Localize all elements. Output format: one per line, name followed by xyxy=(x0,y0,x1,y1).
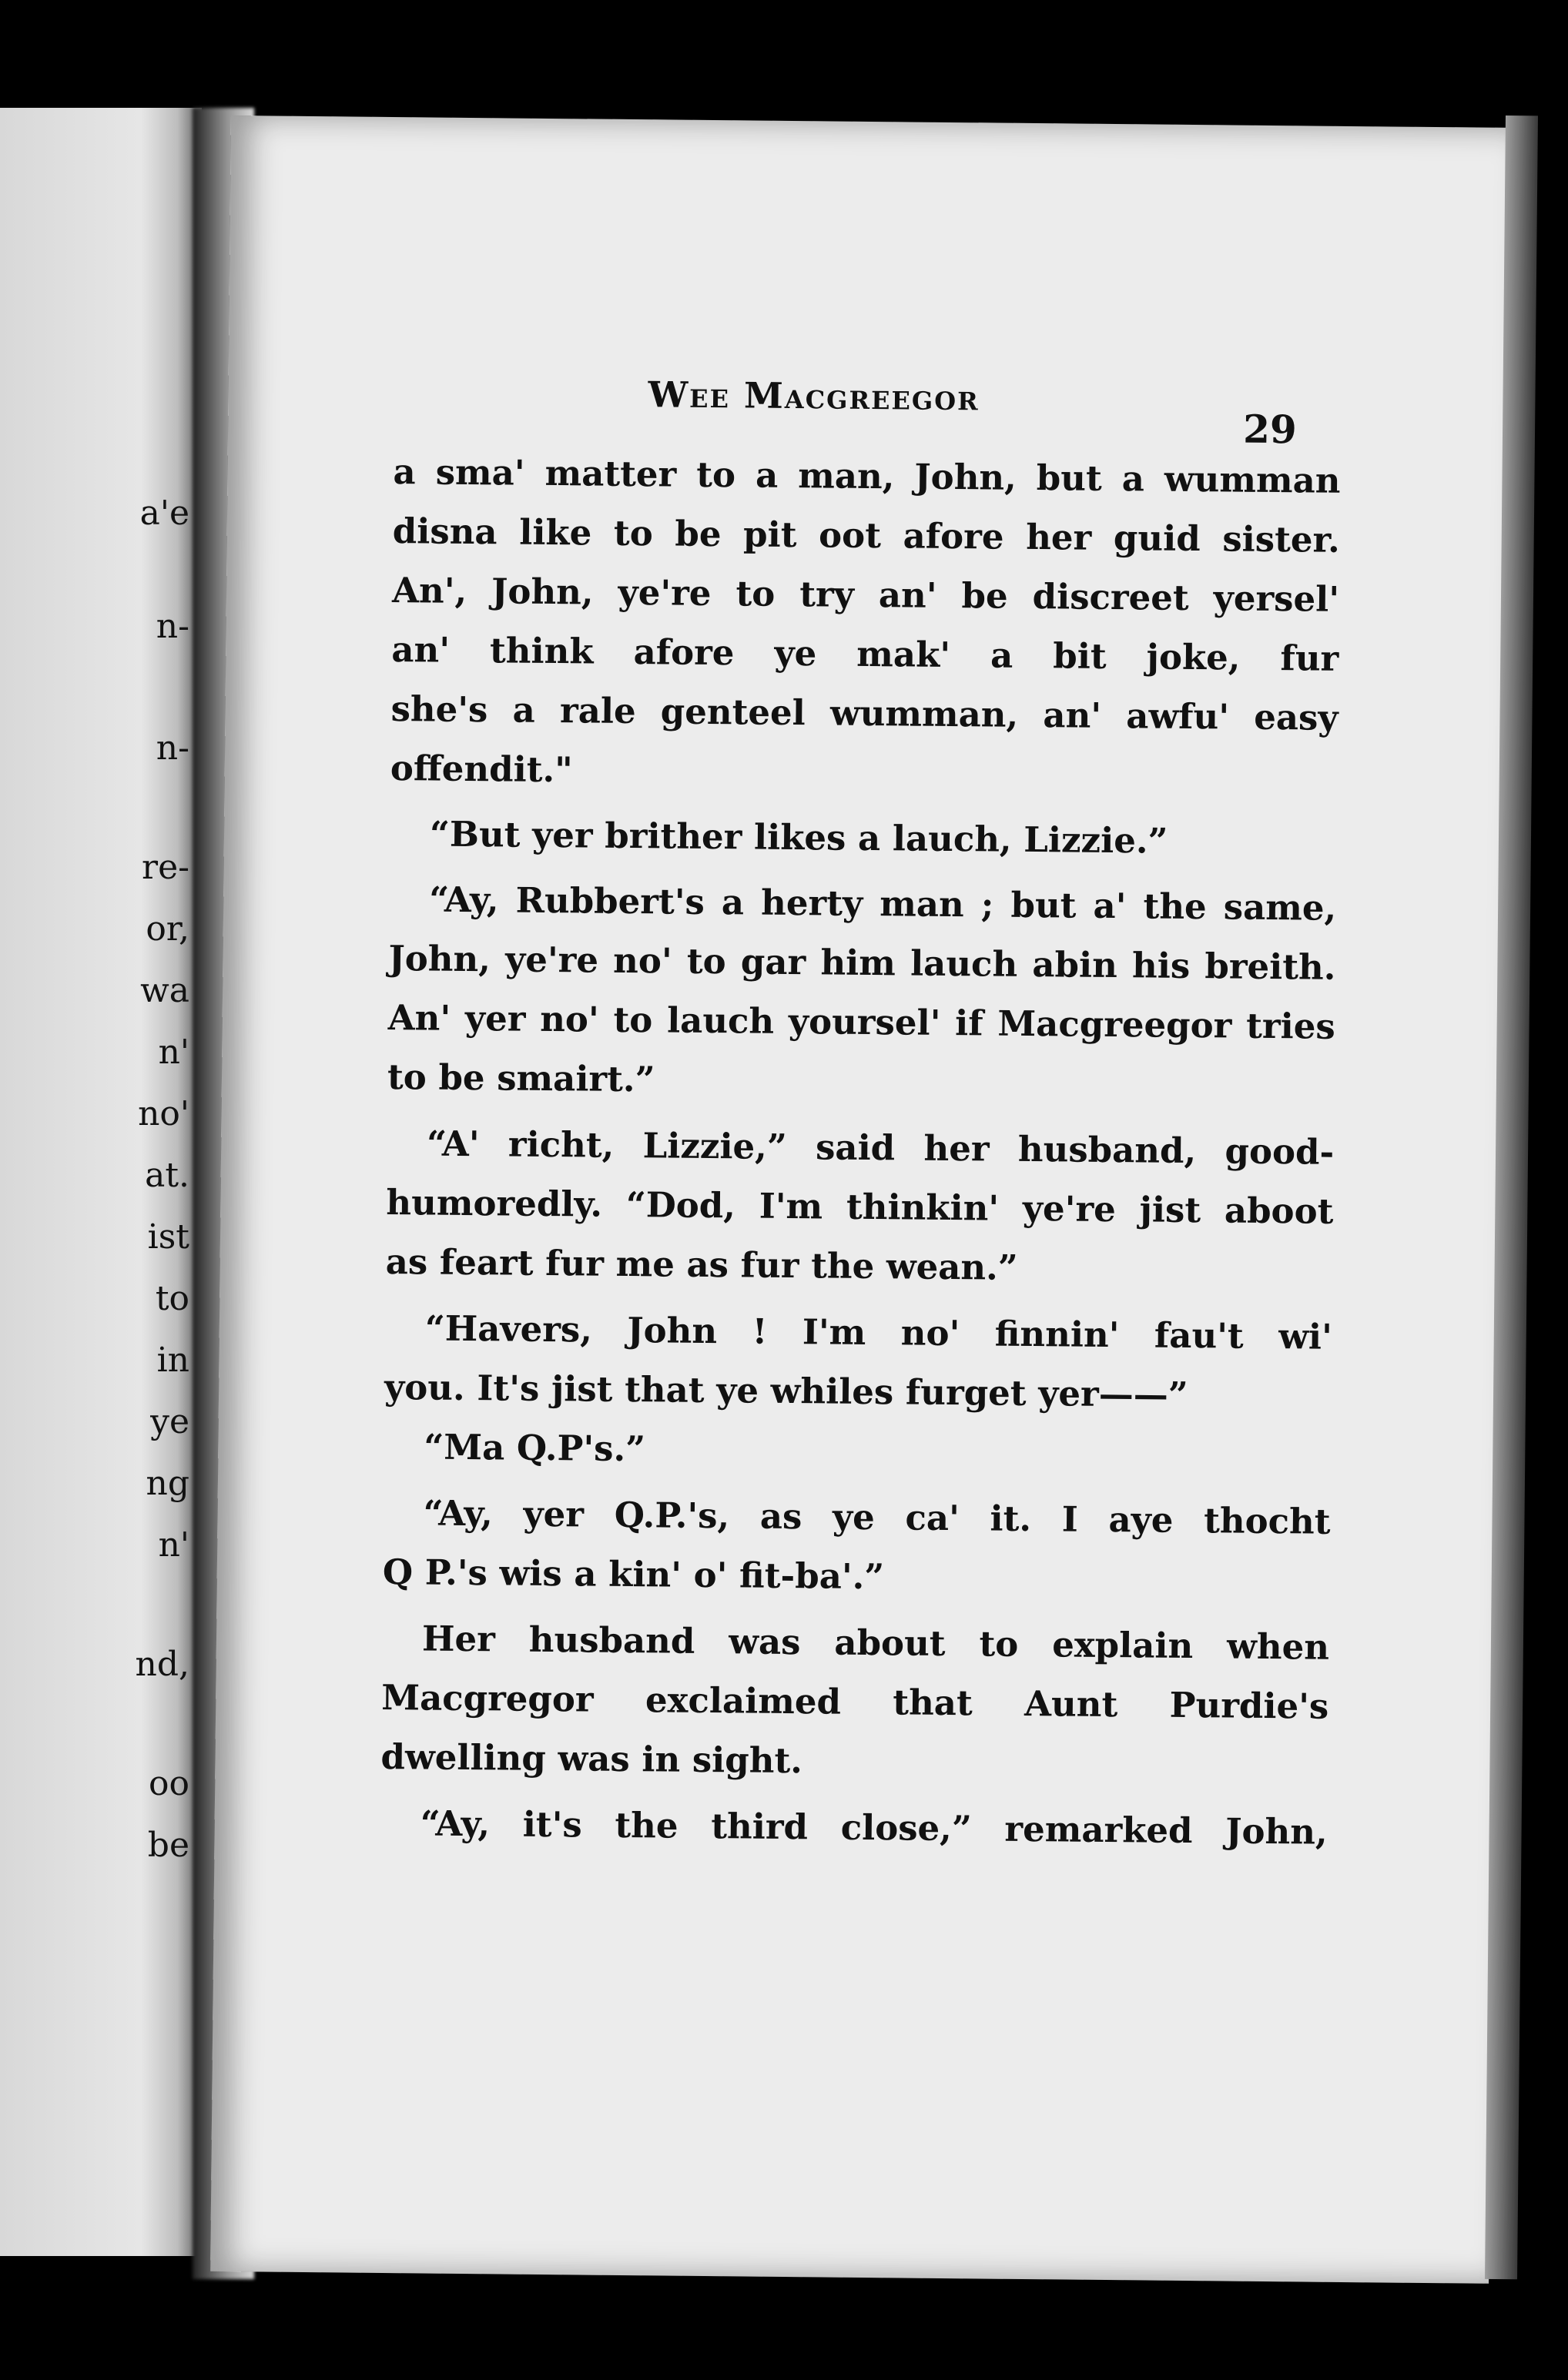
left-page-fragment: re- xyxy=(142,848,189,887)
left-page-fragment: no' xyxy=(138,1094,189,1133)
text-line: An', John, ye're to try an' be discreet yersel' xyxy=(391,570,1340,620)
left-page-fragment: n- xyxy=(156,728,189,768)
left-page-fragment: ist xyxy=(147,1217,189,1257)
left-page-fragment: n' xyxy=(158,1033,189,1072)
text-line: “A' richt, Lizzie,” said her husband, good- xyxy=(426,1123,1335,1173)
running-head: Wee Macgreegor xyxy=(648,373,980,419)
text-line: Q P.'s wis a kin' o' fit-ba'.” xyxy=(382,1551,885,1598)
previous-page-edge xyxy=(0,108,202,2256)
left-page-fragment: a'e xyxy=(139,494,189,533)
left-page-fragment: at. xyxy=(145,1156,189,1195)
text-line: humoredly. “Dod, I'm thinkin' ye're jist aboot xyxy=(386,1182,1334,1232)
left-page-fragment: wa xyxy=(140,971,189,1010)
text-line: she's a rale genteel wumman, an' awfu' easy xyxy=(390,688,1338,738)
text-line: Macgregor exclaimed that Aunt Purdie's xyxy=(381,1676,1329,1727)
text-line: An' yer no' to lauch yoursel' if Macgreegor tries xyxy=(387,997,1335,1047)
text-line: a sma' matter to a man, John, but a wumman xyxy=(393,451,1341,501)
text-line: offendit." xyxy=(390,748,573,791)
left-page-fragment: oo xyxy=(149,1764,189,1803)
text-line: “Ay, it's the third close,” remarked John, xyxy=(420,1803,1328,1853)
page-number: 29 xyxy=(1242,406,1298,453)
text-line: disna like to be pit oot afore her guid sister. xyxy=(392,510,1341,561)
text-line: “Havers, John ! I'm no' finnin' fau't wi' xyxy=(424,1307,1333,1357)
text-line: dwelling was in sight. xyxy=(380,1736,803,1782)
left-page-fragment: ng xyxy=(146,1464,189,1503)
text-line: as feart fur me as fur the wean.” xyxy=(385,1240,1018,1288)
book-page xyxy=(210,115,1509,2284)
left-page-fragment: be xyxy=(147,1826,189,1865)
left-page-fragment: ye xyxy=(150,1402,189,1441)
text-line: “But yer brither likes a lauch, Lizzie.” xyxy=(429,813,1168,862)
page-header xyxy=(231,115,1509,453)
left-page-fragment: in xyxy=(156,1341,189,1380)
text-line: “Ma Q.P's.” xyxy=(424,1426,646,1470)
text-line: to be smairt.” xyxy=(387,1056,655,1100)
text-line: you. It's jist that ye whiles furget yer——” xyxy=(384,1366,1188,1416)
left-page-fragment: to xyxy=(155,1279,189,1318)
text-line: Her husband was about to explain when xyxy=(421,1618,1330,1668)
text-line: “Ay, Rubbert's a herty man ; but a' the same, xyxy=(428,879,1337,929)
left-page-fragment: nd, xyxy=(135,1645,189,1684)
left-page-fragment: or, xyxy=(146,909,189,949)
text-line: “Ay, yer Q.P.'s, as ye ca' it. I aye thocht xyxy=(423,1492,1331,1542)
text-line: John, ye're no' to gar him lauch abin his breith. xyxy=(388,938,1336,988)
text-line: an' think afore ye mak' a bit joke, fur xyxy=(391,629,1339,679)
left-page-fragment: n- xyxy=(156,607,189,646)
left-page-fragment: n' xyxy=(158,1525,189,1565)
page-body-text xyxy=(380,451,1356,1853)
